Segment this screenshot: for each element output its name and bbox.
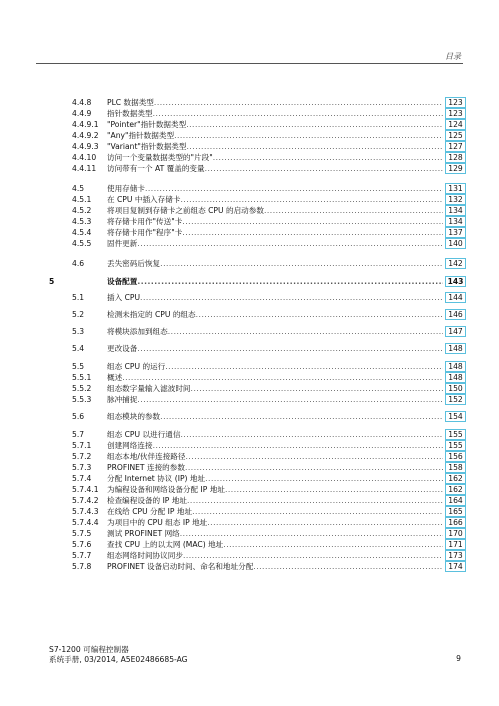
toc-entry-page-link[interactable]: 134 — [445, 216, 466, 227]
toc-entry-page-link[interactable]: 142 — [445, 258, 466, 269]
toc-entry-title: "Pointer"指针数据类型 — [107, 120, 187, 129]
toc-entry-title: 组态模块的参数 — [107, 412, 161, 421]
toc-entry-title-wrap — [107, 119, 443, 130]
toc-entry-title-wrap — [107, 484, 443, 495]
toc-entry-page-link[interactable]: 140 — [445, 238, 466, 249]
toc-leader-dots — [137, 276, 443, 287]
toc-entry-number: 5.7.1 — [72, 441, 92, 450]
toc-leader-dots — [187, 495, 443, 506]
toc-entry-title-wrap — [107, 473, 443, 484]
toc-entry-number: 5.7.4 — [72, 474, 92, 483]
toc-entry-number: 5.7.4.4 — [72, 518, 99, 527]
toc-entry-title: PROFINET 连接的参数 — [107, 463, 185, 472]
toc-entry-number: 5.5.3 — [72, 395, 92, 404]
footer-manual: 系统手册, 03/2014, A5E02486685-AG — [49, 655, 188, 664]
toc-entry-number: 5.7.7 — [72, 551, 92, 560]
toc-entry-title-wrap — [107, 205, 443, 216]
toc-entry-page-link[interactable]: 155 — [445, 440, 466, 451]
toc-entry-page-link[interactable]: 143 — [445, 276, 466, 287]
toc-entry[interactable] — [0, 394, 499, 405]
toc-entry-title-wrap — [107, 141, 443, 152]
toc-entry-title-wrap — [107, 343, 443, 354]
toc-entry[interactable] — [0, 429, 499, 440]
toc-entry-title-wrap — [107, 130, 443, 141]
toc-entry-title-wrap — [107, 372, 443, 383]
toc-entry-page-link[interactable]: 158 — [445, 462, 466, 473]
toc-entry[interactable] — [0, 484, 499, 495]
toc-entry[interactable] — [0, 550, 499, 561]
toc-entry-title-wrap — [107, 227, 443, 238]
toc-entry[interactable] — [0, 561, 499, 572]
toc-entry-number: 4.5.3 — [72, 217, 92, 226]
toc-entry-number: 5.3 — [72, 327, 85, 336]
toc-entry[interactable] — [0, 343, 499, 354]
toc-entry-number: 5.7.4.1 — [72, 485, 99, 494]
toc-leader-dots — [137, 238, 443, 249]
toc-entry[interactable] — [0, 326, 499, 337]
toc-entry[interactable] — [0, 528, 499, 539]
toc-leader-dots — [180, 429, 443, 440]
toc-entry-title: 更改设备 — [107, 344, 138, 353]
toc-entry-number: 5.4 — [72, 344, 85, 353]
toc-entry-page-link[interactable]: 165 — [445, 506, 466, 517]
toc-leader-dots — [205, 163, 443, 174]
toc-entry-number: 4.5.4 — [72, 228, 92, 237]
toc-entry-title: 创建网络连接 — [107, 441, 153, 450]
toc-entry-title: 设备配置 — [107, 277, 138, 286]
toc-entry-page-link[interactable]: 148 — [445, 343, 466, 354]
toc-entry-title: PROFINET 设备启动时间、命名和地址分配 — [107, 562, 254, 571]
toc-entry-number: 5.7.6 — [72, 540, 92, 549]
toc-entry-title-wrap — [107, 506, 443, 517]
toc-entry-title-wrap — [107, 108, 443, 119]
toc-leader-dots — [153, 108, 443, 119]
toc-entry-title: PLC 数据类型 — [107, 98, 154, 107]
toc-entry-title-wrap — [107, 495, 443, 506]
toc-entry[interactable] — [0, 276, 499, 287]
toc-entry-title: 将存储卡用作"传送"卡 — [107, 217, 183, 226]
toc-entry-number: 5.6 — [72, 412, 85, 421]
toc-entry-page-link[interactable]: 127 — [445, 141, 466, 152]
toc-entry-title: 测试 PROFINET 网络 — [107, 529, 180, 538]
toc-leader-dots — [180, 194, 443, 205]
toc-entry[interactable] — [0, 119, 499, 130]
toc-entry-title-wrap — [107, 411, 443, 422]
toc-entry-number: 4.4.11 — [72, 164, 97, 173]
toc-entry-page-link[interactable]: 128 — [445, 152, 466, 163]
toc-entry-title: 将存储卡用作"程序"卡 — [107, 228, 183, 237]
toc-leader-dots — [137, 343, 443, 354]
toc-entry-title-wrap — [107, 216, 443, 227]
toc-entry-number: 4.5.5 — [72, 239, 92, 248]
toc-entry[interactable] — [0, 451, 499, 462]
toc-entry[interactable] — [0, 495, 499, 506]
toc-entry-page-link[interactable]: 124 — [445, 119, 466, 130]
toc-entry-title: 组态数字量输入滤波时间 — [107, 384, 191, 393]
toc-entry-title: 组态 CPU 的运行 — [107, 362, 166, 371]
toc-entry-title: 查找 CPU 上的以太网 (MAC) 地址 — [107, 540, 224, 549]
toc-entry-title-wrap — [107, 309, 443, 320]
toc-entry[interactable] — [0, 238, 499, 249]
page-number: 9 — [456, 654, 461, 663]
toc-entry-page-link[interactable]: 162 — [445, 473, 466, 484]
toc-entry-page-link[interactable]: 137 — [445, 227, 466, 238]
toc-entry-number: 4.5.2 — [72, 206, 92, 215]
toc-entry[interactable] — [0, 163, 499, 174]
toc-entry-title-wrap — [107, 528, 443, 539]
toc-entry-title: 组态网络时间协议同步 — [107, 551, 183, 560]
toc-entry-page-link[interactable]: 132 — [445, 194, 466, 205]
toc-entry-number: 4.5.1 — [72, 195, 92, 204]
toc-leader-dots — [223, 539, 443, 550]
toc-entry-number: 5.2 — [72, 310, 85, 319]
toc-entry-title: "Variant"指针数据类型 — [107, 142, 187, 151]
toc-entry-title: 访问带有一个 AT 覆盖的变量 — [107, 164, 205, 173]
toc-entry-page-link[interactable]: 129 — [445, 163, 466, 174]
header-section-label: 目录 — [445, 52, 461, 61]
toc-entry-number: 5.5.1 — [72, 373, 92, 382]
toc-entry[interactable] — [0, 372, 499, 383]
toc-entry[interactable] — [0, 517, 499, 528]
toc-entry-title: 检测未指定的 CPU 的组态 — [107, 310, 196, 319]
toc-leader-dots — [182, 227, 443, 238]
toc-entry-page-link[interactable]: 150 — [445, 383, 466, 394]
toc-leader-dots — [196, 309, 443, 320]
toc-entry-title-wrap — [107, 152, 443, 163]
toc-entry-title: 在线给 CPU 分配 IP 地址 — [107, 507, 193, 516]
toc-entry-title: 指针数据类型 — [107, 109, 153, 118]
toc-entry[interactable] — [0, 383, 499, 394]
toc-entry-title: 组态本地/伙伴连接路径 — [107, 452, 186, 461]
toc-entry-title: 为编程设备和网络设备分配 IP 地址 — [107, 485, 225, 494]
toc-entry-page-link[interactable]: 152 — [445, 394, 466, 405]
toc-entry-page-link[interactable]: 154 — [445, 411, 466, 422]
toc-entry-number: 4.6 — [72, 259, 85, 268]
toc-entry-page-link[interactable]: 155 — [445, 429, 466, 440]
toc-entry[interactable] — [0, 152, 499, 163]
toc-entry-page-link[interactable]: 166 — [445, 517, 466, 528]
toc-entry-title: 使用存储卡 — [107, 184, 145, 193]
toc-entry[interactable] — [0, 130, 499, 141]
toc-entry-number: 5.5.2 — [72, 384, 92, 393]
toc-entry-title: 插入 CPU — [107, 293, 141, 302]
toc-leader-dots — [140, 292, 443, 303]
toc-entry-number: 4.4.9.2 — [72, 131, 99, 140]
toc-leader-dots — [154, 97, 443, 108]
toc-entry-page-link[interactable]: 148 — [445, 361, 466, 372]
toc-entry[interactable] — [0, 194, 499, 205]
toc-leader-dots — [264, 205, 443, 216]
toc-entry-number: 5.7.2 — [72, 452, 92, 461]
toc-entry-page-link[interactable]: 171 — [445, 539, 466, 550]
toc-entry[interactable] — [0, 292, 499, 303]
toc-entry-title: 检查编程设备的 IP 地址 — [107, 496, 187, 505]
toc-entry[interactable] — [0, 411, 499, 422]
toc-leader-dots — [153, 440, 443, 451]
toc-entry[interactable] — [0, 258, 499, 269]
toc-entry-title-wrap — [107, 258, 443, 269]
toc-entry-title: 在 CPU 中插入存储卡 — [107, 195, 181, 204]
toc-entry-number: 4.4.9 — [72, 109, 92, 118]
toc-entry[interactable] — [0, 108, 499, 119]
toc-entry-number: 5.7.4.3 — [72, 507, 99, 516]
toc-entry-title-wrap — [107, 462, 443, 473]
toc-entry[interactable] — [0, 97, 499, 108]
toc-entry-page-link[interactable]: 125 — [445, 130, 466, 141]
toc-entry-title: 固件更新 — [107, 239, 138, 248]
toc-entry-page-link[interactable]: 174 — [445, 561, 466, 572]
toc-leader-dots — [186, 141, 443, 152]
toc-leader-dots — [253, 561, 443, 572]
toc-leader-dots — [185, 462, 443, 473]
toc-entry-title: 将模块添加到组态 — [107, 327, 168, 336]
toc-entry-title: 为项目中的 CPU 组态 IP 地址 — [107, 518, 208, 527]
toc-entry-title-wrap — [107, 292, 443, 303]
toc-entry-title: 访问一个变量数据类型的"片段" — [107, 153, 213, 162]
toc-entry-page-link[interactable]: 146 — [445, 309, 466, 320]
toc-entry-number: 5.5 — [72, 362, 85, 371]
toc-entry-title: 分配 Internet 协议 (IP) 地址 — [107, 474, 206, 483]
toc-entry-page-link[interactable]: 148 — [445, 372, 466, 383]
header-rule — [36, 63, 463, 64]
toc-entry[interactable] — [0, 141, 499, 152]
toc-entry-title-wrap — [107, 361, 443, 372]
toc-entry-title-wrap — [107, 326, 443, 337]
toc-entry-title-wrap — [107, 539, 443, 550]
toc-leader-dots — [183, 550, 443, 561]
toc-entry-title-wrap — [107, 183, 443, 194]
toc-leader-dots — [160, 258, 443, 269]
toc-entry-number: 4.4.8 — [72, 98, 92, 107]
toc-leader-dots — [122, 372, 443, 383]
toc-leader-dots — [145, 183, 443, 194]
toc-entry-page-link[interactable]: 123 — [445, 108, 466, 119]
toc-leader-dots — [191, 383, 443, 394]
toc-entry-title: 组态 CPU 以进行通信 — [107, 430, 181, 439]
toc-entry-title-wrap — [107, 163, 443, 174]
footer-product: S7-1200 可编程控制器 — [49, 645, 129, 654]
toc-entry-page-link[interactable]: 162 — [445, 484, 466, 495]
toc-entry[interactable] — [0, 309, 499, 320]
toc-entry-title-wrap — [107, 276, 443, 287]
toc-entry-title-wrap — [107, 429, 443, 440]
toc-entry[interactable] — [0, 183, 499, 194]
toc-entry-page-link[interactable]: 147 — [445, 326, 466, 337]
toc-entry-title-wrap — [107, 561, 443, 572]
toc-leader-dots — [182, 216, 443, 227]
toc-leader-dots — [160, 411, 443, 422]
toc-leader-dots — [207, 517, 443, 528]
toc-entry[interactable] — [0, 216, 499, 227]
toc-entry-title-wrap — [107, 440, 443, 451]
toc-entry-number: 5.7.8 — [72, 562, 92, 571]
toc-entry[interactable] — [0, 539, 499, 550]
toc-leader-dots — [137, 394, 443, 405]
toc-entry-page-link[interactable]: 173 — [445, 550, 466, 561]
toc-entry-page-link[interactable]: 131 — [445, 183, 466, 194]
toc-entry-page-link[interactable]: 164 — [445, 495, 466, 506]
toc-leader-dots — [186, 451, 444, 462]
toc-leader-dots — [225, 484, 443, 495]
toc-entry-page-link[interactable]: 156 — [445, 451, 466, 462]
toc-entry-title-wrap — [107, 97, 443, 108]
toc-entry-title-wrap — [107, 550, 443, 561]
toc-entry-number: 5 — [49, 277, 55, 286]
toc-leader-dots — [213, 152, 443, 163]
toc-entry-title-wrap — [107, 238, 443, 249]
toc-entry[interactable] — [0, 506, 499, 517]
toc-entry-number: 5.7.4.2 — [72, 496, 99, 505]
toc-leader-dots — [192, 506, 443, 517]
toc-entry-title-wrap — [107, 517, 443, 528]
toc-entry-title: "Any"指针数据类型 — [107, 131, 175, 140]
toc-entry-title-wrap — [107, 194, 443, 205]
toc-entry-title: 概述 — [107, 373, 123, 382]
toc-entry[interactable] — [0, 440, 499, 451]
toc-entry-page-link[interactable]: 134 — [445, 205, 466, 216]
toc-entry-number: 4.4.10 — [72, 153, 97, 162]
toc-entry-page-link[interactable]: 123 — [445, 97, 466, 108]
toc-leader-dots — [180, 528, 443, 539]
toc-entry-title: 将项目复制到存储卡之前组态 CPU 的启动参数 — [107, 206, 264, 215]
toc-leader-dots — [168, 326, 443, 337]
toc-entry-title-wrap — [107, 394, 443, 405]
toc-entry[interactable] — [0, 361, 499, 372]
toc-entry-title-wrap — [107, 451, 443, 462]
toc-entry-page-link[interactable]: 170 — [445, 528, 466, 539]
toc-entry[interactable] — [0, 227, 499, 238]
toc-entry-number: 5.1 — [72, 293, 85, 302]
toc-entry-page-link[interactable]: 144 — [445, 292, 466, 303]
toc-entry-number: 5.7.3 — [72, 463, 92, 472]
toc-leader-dots — [174, 130, 443, 141]
toc-leader-dots — [205, 473, 443, 484]
toc-entry-number: 4.4.9.1 — [72, 120, 99, 129]
toc-entry[interactable] — [0, 462, 499, 473]
toc-entry-title: 丢失密码后恢复 — [107, 259, 161, 268]
toc-entry-number: 4.4.9.3 — [72, 142, 99, 151]
toc-leader-dots — [165, 361, 443, 372]
toc-entry-title: 脉冲捕捉 — [107, 395, 138, 404]
toc-entry-number: 4.5 — [72, 184, 85, 193]
toc-entry-title-wrap — [107, 383, 443, 394]
toc-entry-number: 5.7.5 — [72, 529, 92, 538]
toc-entry[interactable] — [0, 205, 499, 216]
toc-entry-number: 5.7 — [72, 430, 85, 439]
toc-entry[interactable] — [0, 473, 499, 484]
toc-leader-dots — [186, 119, 443, 130]
